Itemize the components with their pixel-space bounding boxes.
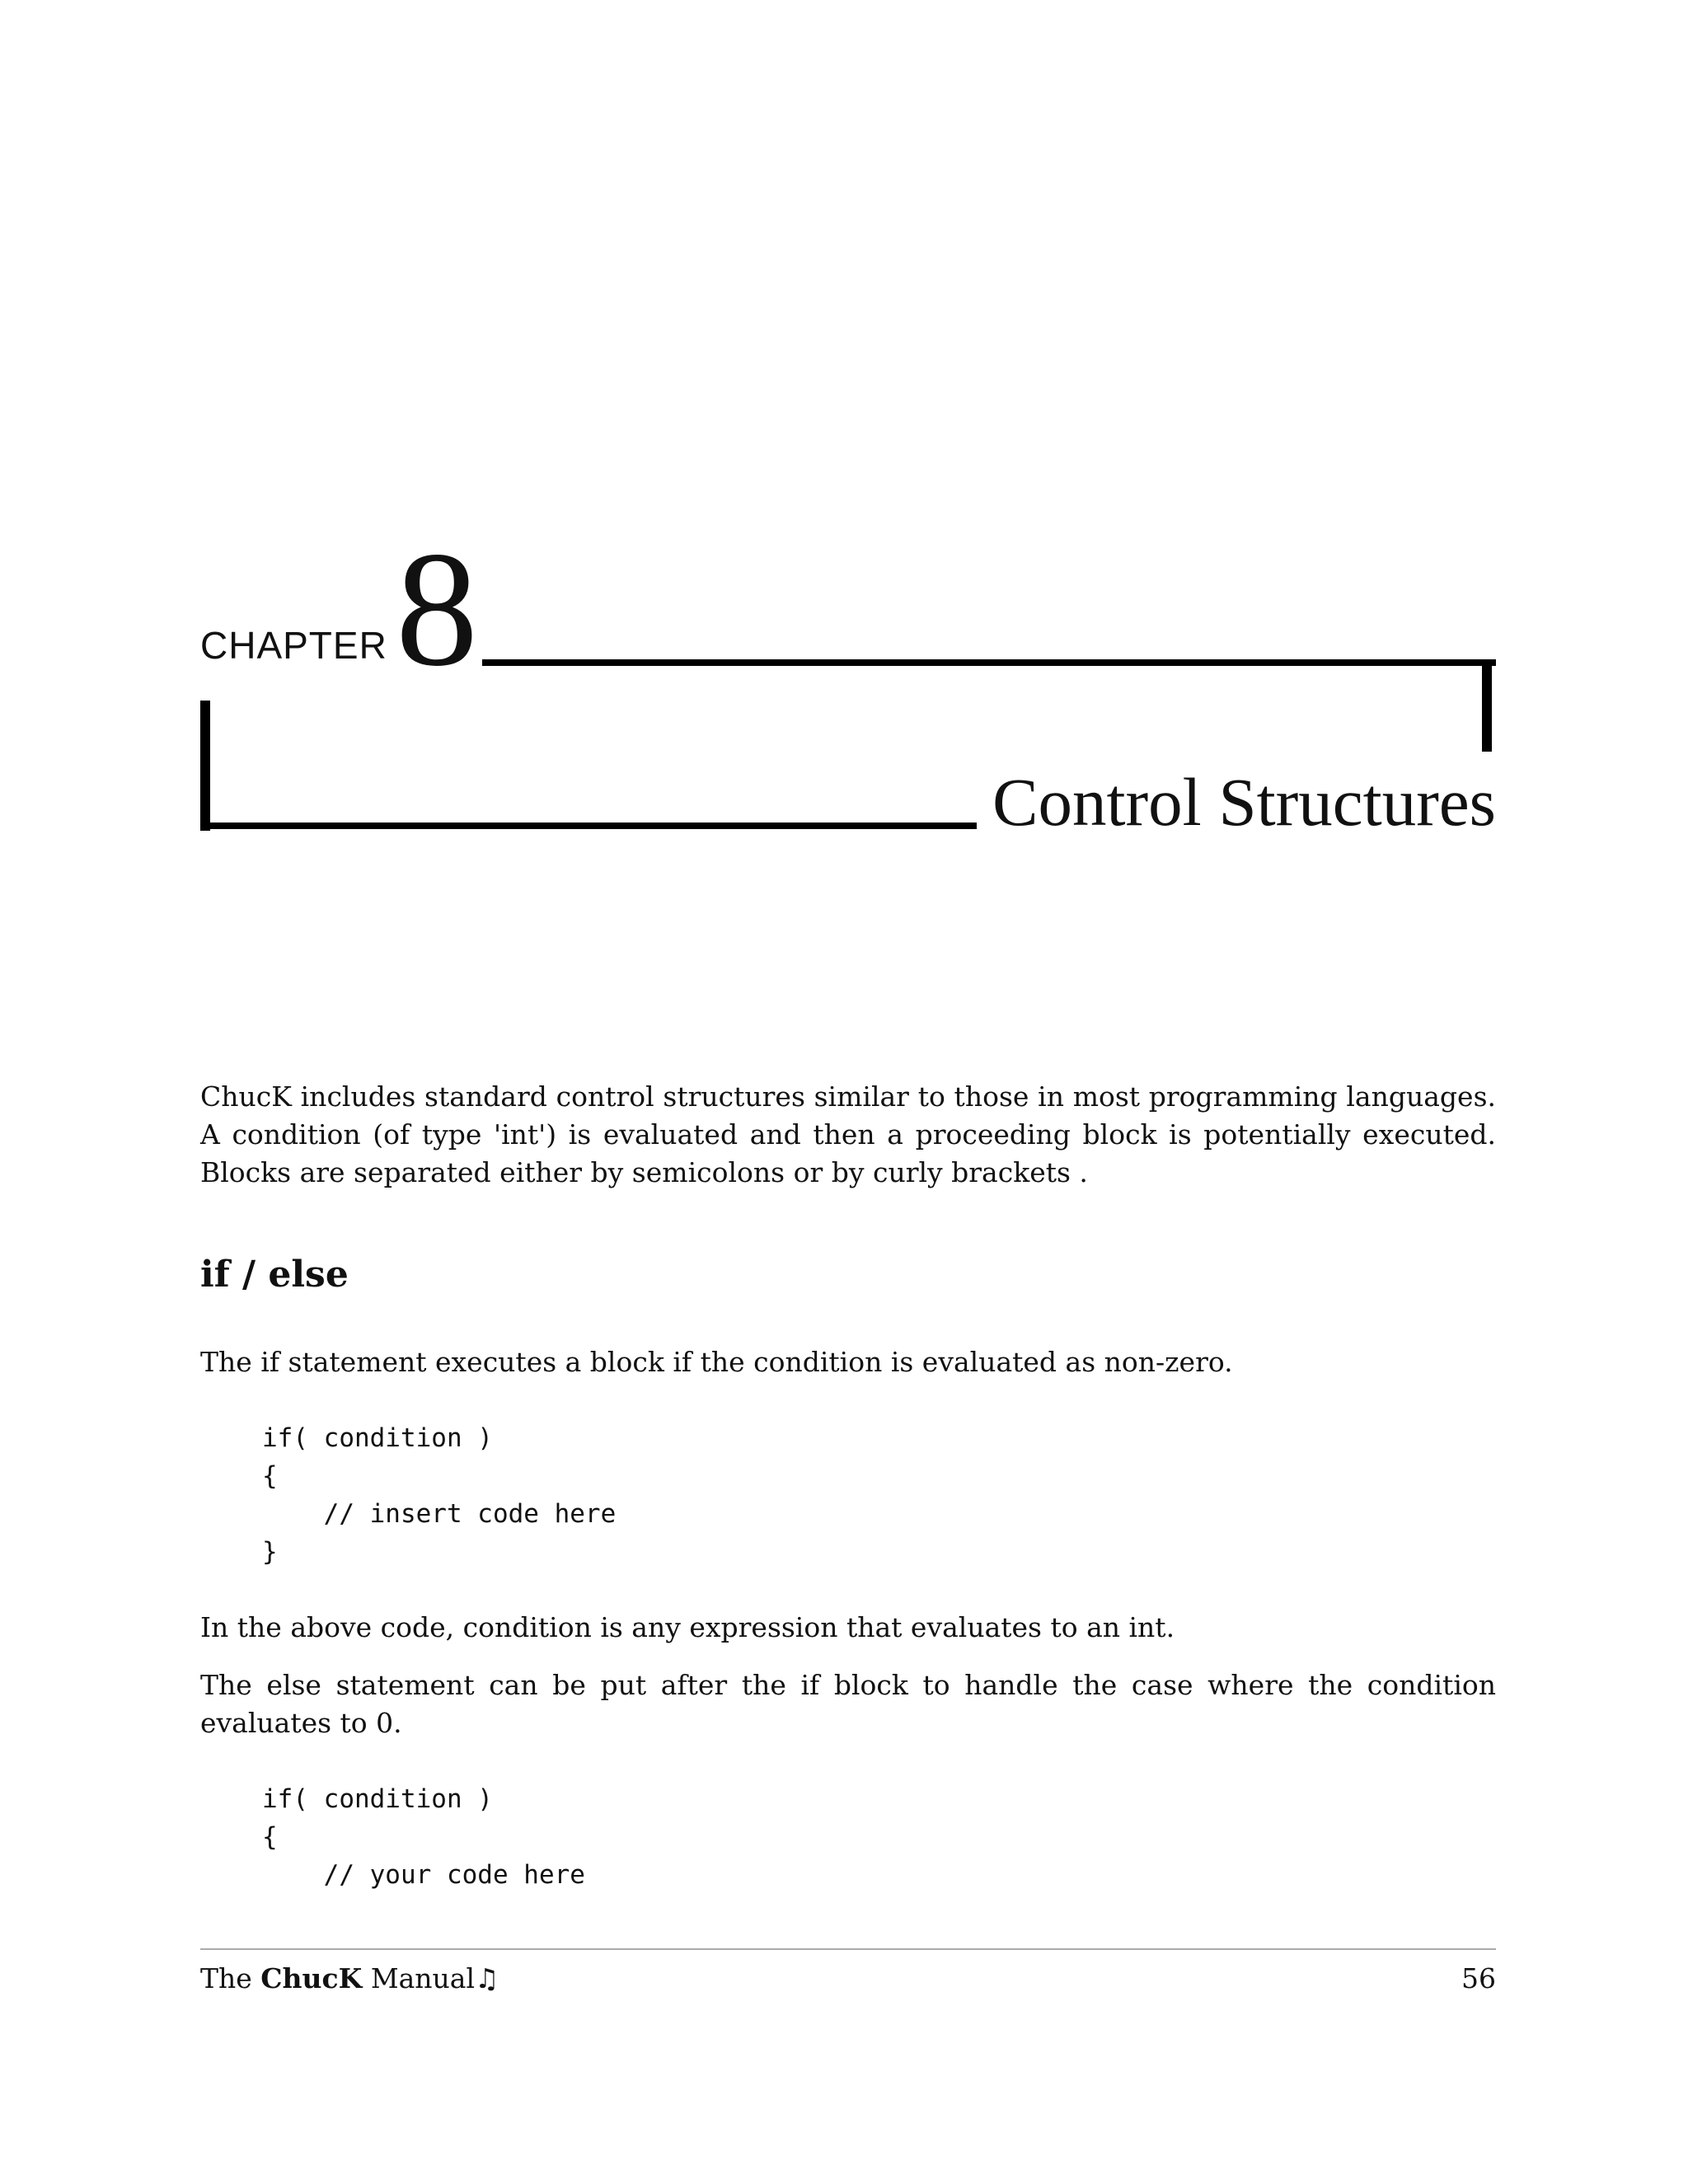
footer-brand: ChucK xyxy=(260,1962,363,1994)
chapter-rule-top xyxy=(482,659,1496,666)
footer-manual-title xyxy=(200,1960,499,1998)
chapter-title: Control Structures xyxy=(992,764,1496,840)
code-block-else: if( condition ) { // your code here xyxy=(262,1784,585,1890)
chapter-label: CHAPTER xyxy=(200,624,387,667)
intro-paragraph: ChucK includes standard control structures similar to those in most programming languages. A condition (of type 'int') is evaluated and then a proceeding block is potentially executed. Blocks are separated either by semicolons or by curly brackets . xyxy=(200,1080,1496,1188)
section-heading: if / else xyxy=(200,1254,349,1296)
chapter-rule-bottom xyxy=(200,823,977,829)
chapter-rule-right-tick xyxy=(1482,659,1492,752)
footer-suffix: Manual♫ xyxy=(362,1962,499,1994)
footer-rule xyxy=(200,1948,1496,1950)
page-number: 56 xyxy=(1461,1962,1496,1994)
footer-prefix: The xyxy=(200,1962,261,1994)
chapter-rule-left-tick xyxy=(200,701,210,831)
if-description: The if statement executes a block if the condition is evaluated as non-zero. xyxy=(200,1346,1233,1378)
else-description: The else statement can be put after the if block to handle the case where the condition evaluates to 0. xyxy=(200,1669,1496,1739)
code-block-if: if( condition ) { // insert code here } xyxy=(262,1423,617,1567)
condition-description: In the above code, condition is any expression that evaluates to an int. xyxy=(200,1611,1175,1643)
chapter-number: 8 xyxy=(396,518,478,701)
